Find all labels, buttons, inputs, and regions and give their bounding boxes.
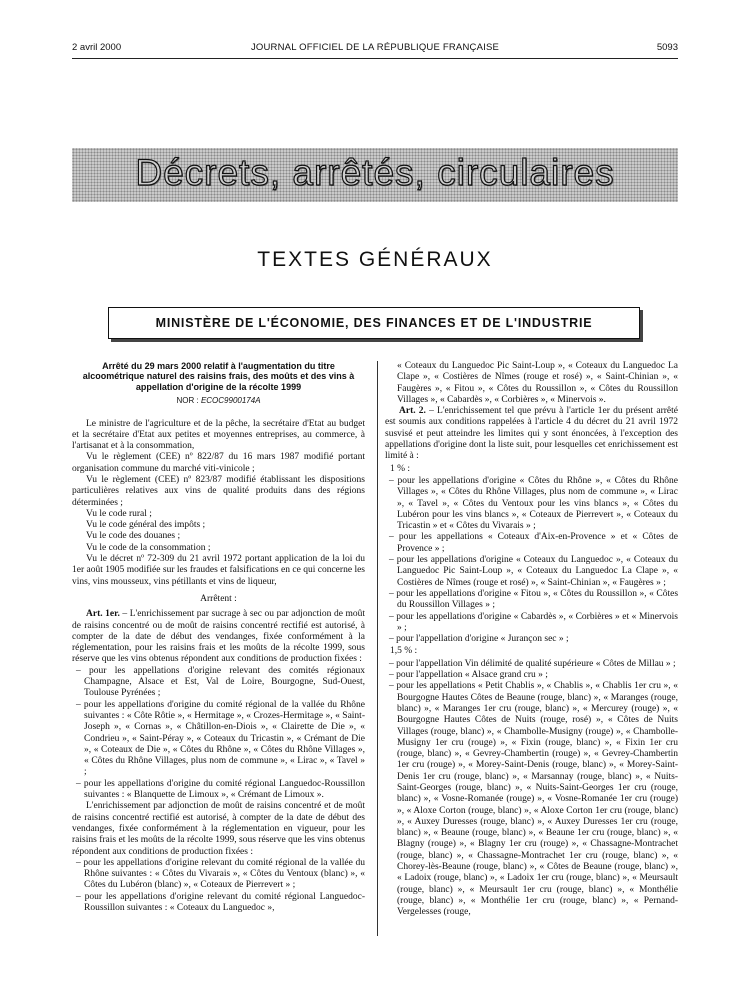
header-date: 2 avril 2000: [72, 42, 122, 53]
list-item: – pour l'appellation d'origine « Jurançon sec » ;: [385, 634, 678, 645]
banner-title: Décrets, arrêtés, circulaires: [135, 152, 615, 193]
preamble-paragraph: Vu le code rural ;: [86, 508, 152, 519]
page-header: [72, 40, 678, 56]
section-title: TEXTES GÉNÉRAUX: [257, 248, 493, 271]
preamble-paragraph: Vu le code de la consommation ;: [86, 542, 211, 553]
article-1-text: – L'enrichissement par sucrage à sec ou par adjonction de moût de raisins concentré ou de moût de raisins concentré rectifié est autorisé, à compter de la date de début des vendanges, fixée conformément à la réglementation, pour les raisins frais et les moûts de la récolte 1999, sous réserve que les vins obtenus répondent aux conditions de production fixées :: [72, 609, 365, 665]
list-item: – pour l'appellation « Alsace grand cru » ;: [385, 670, 678, 681]
limit-1-5-percent: 1,5 % :: [390, 646, 418, 657]
arretent-heading: Arrêtent :: [200, 593, 237, 604]
left-column: [72, 361, 365, 914]
list-item: – pour les appellations d'origine « Fitou », « Côtes du Roussillon », « Côtes du Roussillon Villages » ;: [385, 589, 678, 612]
decree-title: Arrêté du 29 mars 2000 relatif à l'augmentation du titre alcoométrique naturel des raisins frais, des moûts et des vins à appellation d'origine de la récolte 1999: [82, 361, 355, 392]
list-item: – pour les appellations d'origine relevant du comité régional de la vallée du Rhône suivantes : « Côtes du Vivarais », « Côtes du Ventoux (blanc) », « Côtes du Lubéron (blanc) », « Coteaux de Pierrevert » ;: [72, 858, 365, 892]
nor-label: NOR :: [176, 396, 199, 406]
nor-reference: [72, 395, 365, 406]
header-rule: [72, 58, 678, 59]
article-1: [72, 609, 365, 665]
article-1-label: Art. 1er.: [86, 609, 120, 620]
journal-title: JOURNAL OFFICIEL DE LA RÉPUBLIQUE FRANÇAISE: [250, 42, 500, 53]
limit-1-percent: 1 % :: [390, 463, 411, 474]
right-column: [385, 361, 678, 919]
preamble-paragraph: Vu le règlement (CEE) nº 823/87 modifié établissant les dispositions particulières relatives aux vins de qualité produits dans des régions déterminées ;: [72, 475, 365, 508]
list-item: – pour les appellations d'origine relevant des comités régionaux Champagne, Alsace et Est, Val de Loire, Bourgogne, Sud-Ouest, Toulouse Pyrénées ;: [72, 666, 365, 700]
list-item: – pour les appellations d'origine « Coteaux du Languedoc », « Coteaux du Languedoc Pic Saint-Loup », « Coteaux du Languedoc La Clape », « Costières de Nîmes (rouge et rosé) », « Saint-Chinian », « Faugères » ;: [385, 555, 678, 589]
list-continuation: « Coteaux du Languedoc Pic Saint-Loup », « Coteaux du Languedoc La Clape », « Costières de Nîmes (rouge et rosé) », « Saint-Chinian », « Faugères », « Fitou », « Côtes du Roussillon », « Côtes du Roussillon Villages », « Cabardès », « Corbières », « Minervois ».: [397, 361, 678, 405]
preamble-paragraph: Vu le code des douanes ;: [86, 531, 181, 542]
article-2-label: Art. 2.: [399, 406, 426, 417]
list-item: – pour les appellations d'origine « Cabardès », « Corbières » et « Minervois » ;: [385, 612, 678, 635]
article-2-text: – L'enrichissement tel que prévu à l'article 1er du présent arrêté est soumis aux conditions rappelées à l'article 4 du décret du 21 avril 1972 susvisé et peut atteindre les limites qui y sont énoncées, à l'exception des appellations d'origine dont la liste suit, pour lesquelles cet enrichissement est limité à :: [385, 406, 678, 462]
list-item: – pour l'appellation Vin délimité de qualité supérieure « Côtes de Millau » ;: [385, 659, 678, 670]
article-2: [385, 406, 678, 462]
article-1-paragraph-2: L'enrichissement par adjonction de moût de raisins concentré et de moût de raisins concentré rectifié est autorisé, à compter de la date de début des vendanges, fixée conformément à la réglementation en vigueur, pour les raisins frais et les moûts de la récolte 1999, sous réserve que les vins obtenus répondent aux conditions de production fixées :: [72, 801, 365, 857]
list-item: – pour les appellations « Coteaux d'Aix-en-Provence » et « Côtes de Provence » ;: [385, 532, 678, 555]
list-item: – pour les appellations d'origine relevant du comité régional Languedoc-Roussillon suivantes : « Coteaux du Languedoc »,: [72, 892, 365, 915]
preamble-paragraph: Vu le règlement (CEE) nº 822/87 du 16 mars 1987 modifié portant organisation commune du marché viti-vinicole ;: [72, 452, 365, 474]
ministry-box: [108, 307, 640, 339]
list-item: – pour les appellations d'origine du comité régional de la vallée du Rhône suivantes : « Côte Rôtie », « Hermitage », « Crozes-Hermitage », « Saint-Joseph », « Cornas », « Châtillon-en-Diois », « Clairette de Die », « Condrieu », « Saint-Péray », « Coteaux du Tricastin », « Crémant de Die », « Coteaux de Die », « Côtes du Rhône », « Côtes du Rhône Villages », « Côtes du Rhône Villages, plus nom de commune », « Lirac », « Tavel » ;: [72, 700, 365, 779]
nor-code: ECOC9900174A: [200, 396, 261, 406]
list-item: – pour les appellations d'origine du comité régional Languedoc-Roussillon suivantes : « Blanquette de Limoux », « Crémant de Limoux ».: [72, 779, 365, 802]
preamble-paragraph: Vu le décret nº 72-309 du 21 avril 1972 portant application de la loi du 1er août 1905 modifiée sur les fraudes et falsifications en ce qui concerne les vins, vins mousseux, vins pétillants et vins de liqueur,: [72, 554, 365, 587]
section-banner: [72, 148, 678, 202]
column-divider: [377, 361, 378, 936]
preamble-paragraph: Vu le code général des impôts ;: [86, 520, 206, 531]
page-number: 5093: [656, 42, 678, 53]
ministry-name: MINISTÈRE DE L'ÉCONOMIE, DES FINANCES ET DE L'INDUSTRIE: [155, 316, 593, 330]
list-item: – pour les appellations « Petit Chablis », « Chablis », « Chablis 1er cru », « Bourgogne Hautes Côtes de Beaune (rouge, blanc) », « Maranges (rouge, blanc) », « Maranges 1er cru (rouge, blanc) », « Mercurey (rouge) », « Bourgogne Hautes Côtes de Nuits (rouge, rosé) », « Côtes de Nuits Villages (rouge, blanc) », « Chambolle-Musigny (rouge) », « Chambolle-Musigny 1er cru (rouge) », « Fixin (rouge, blanc) », « Fixin 1er cru (rouge, blanc) », « Gevrey-Chambertin (rouge) », « Gevrey-Chambertin 1er cru (rouge) », « Morey-Saint-Denis (rouge, blanc) », « Morey-Saint-Denis 1er cru (rouge, blanc) », « Marsannay (rouge, blanc) », « Nuits-Saint-Georges (rouge, blanc) », « Nuits-Saint-Georges 1er cru (rouge, blanc) », « Vosne-Romanée (rouge) », « Vosne-Romanée 1er cru (rouge) », « Aloxe Corton (rouge, blanc) », « Aloxe Corton 1er cru (rouge, blanc) », « Auxey Duresses (rouge, blanc) », « Auxey Duresses 1er cru (rouge, blanc) », « Beaune (rouge, blanc) », « Beaune 1er cru (rouge, blanc) », « Blagny (rouge) », « Blagny 1er cru (rouge) », « Chassagne-Montrachet (rouge, blanc) », « Chassagne-Montrachet 1er cru (rouge, blanc) », « Chorey-lès-Beaune (rouge, blanc) », « Côtes de Beaune (rouge, blanc) », « Ladoix (rouge, blanc) », « Ladoix 1er cru (rouge, blanc) », « Meursault (rouge, blanc) », « Meursault 1er cru (rouge, blanc) », « Monthélie (rouge, blanc) », « Monthélie 1er cru (rouge, blanc) », « Pernand-Vergelesses (rouge,: [385, 681, 678, 918]
list-item: – pour les appellations d'origine « Côtes du Rhône », « Côtes du Rhône Villages », « Côtes du Rhône Villages, plus nom de commune », « Lirac », « Tavel », « Côtes du Ventoux pour les vins blancs », « Côtes du Lubéron pour les vins blancs », « Coteaux de Pierrevert », « Coteaux du Tricastin » et « Côtes du Vivarais » ;: [385, 476, 678, 532]
preamble-paragraph: Le ministre de l'agriculture et de la pêche, la secrétaire d'Etat au budget et la secrétaire d'Etat aux petites et moyennes entreprises, au commerce, à l'artisanat et à la consommation,: [72, 418, 365, 452]
